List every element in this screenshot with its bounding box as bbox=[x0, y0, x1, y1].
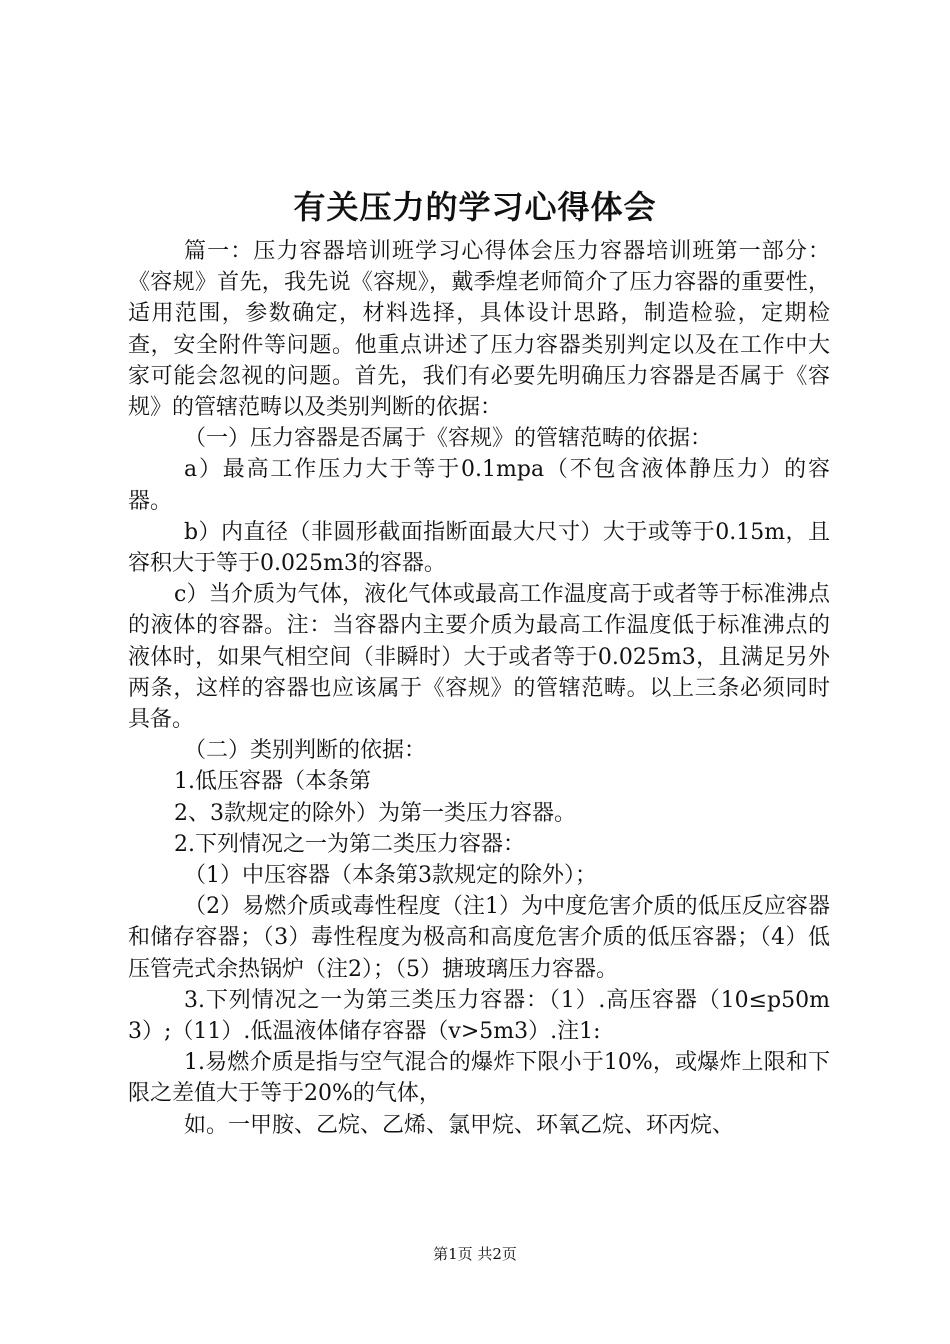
paragraph-rule-2-2: （2）易燃介质或毒性程度（注1）为中度危害介质的低压反应容器和储存容器；（3）毒性程度为极高和高度危害介质的低压容器；（4）低压管壳式余热锅炉（注2）；（5）搪玻璃压力容器。 bbox=[128, 894, 830, 982]
paragraph-rule-1b: 2、3款规定的除外）为第一类压力容器。 bbox=[174, 800, 576, 826]
paragraph-intro: 篇一：压力容器培训班学习心得体会压力容器培训班第一部分：《容规》首先，我先说《容规》，戴季煌老师简介了压力容器的重要性，适用范围，参数确定，材料选择，具体设计思路，制造检验，定期检查，安全附件等问题。他重点讲述了压力容器类别判定以及在工作中大家可能会忽视的问题。首先，我们有必要先明确压力容器是否属于《容规》的管辖范畴以及类别判断的依据： bbox=[128, 239, 830, 421]
paragraph-rule-1a: 1.低压容器（本条第 bbox=[174, 769, 371, 795]
paragraph-rule-2-1: （1）中压容器（本条第3款规定的除外）； bbox=[184, 863, 597, 889]
document-body bbox=[128, 236, 830, 1141]
paragraph-rule-2: 2.下列情况之一为第二类压力容器： bbox=[174, 831, 525, 857]
paragraph-rule-3: 3.下列情况之一为第三类压力容器：（1）.高压容器（10≤p50m3）;（11）.低温液体储存容器（v>5m3）.注1: bbox=[128, 987, 830, 1045]
paragraph-item-b: b）内直径（非圆形截面指断面最大尺寸）大于或等于0.15m，且容积大于等于0.025m3的容器。 bbox=[128, 519, 830, 577]
document-title: 有关压力的学习心得体会 bbox=[293, 188, 657, 226]
paragraph-section-1: （一）压力容器是否属于《容规》的管辖范畴的依据： bbox=[184, 426, 713, 452]
page-footer: 第1页 共2页 bbox=[433, 1245, 517, 1263]
paragraph-item-a: a）最高工作压力大于等于0.1mpa（不包含液体静压力）的容器。 bbox=[128, 457, 830, 514]
paragraph-item-c: c）当介质为气体，液化气体或最高工作温度高于或者等于标准沸点的液体的容器。注：当容器内主要介质为最高工作温度低于标准沸点的液体时，如果气相空间（非瞬时）大于或者等于0.025m3，且满足另外两条，这样的容器也应该属于《容规》的管辖范畴。以上三条必须同时具备。 bbox=[128, 582, 830, 733]
paragraph-section-2: （二）类别判断的依据： bbox=[184, 738, 427, 764]
paragraph-examples: 如。一甲胺、乙烷、乙烯、氯甲烷、环氧乙烷、环丙烷、 bbox=[184, 1112, 735, 1138]
paragraph-note-1: 1.易燃介质是指与空气混合的爆炸下限小于10%，或爆炸上限和下限之差值大于等于20%的气体， bbox=[128, 1050, 830, 1107]
